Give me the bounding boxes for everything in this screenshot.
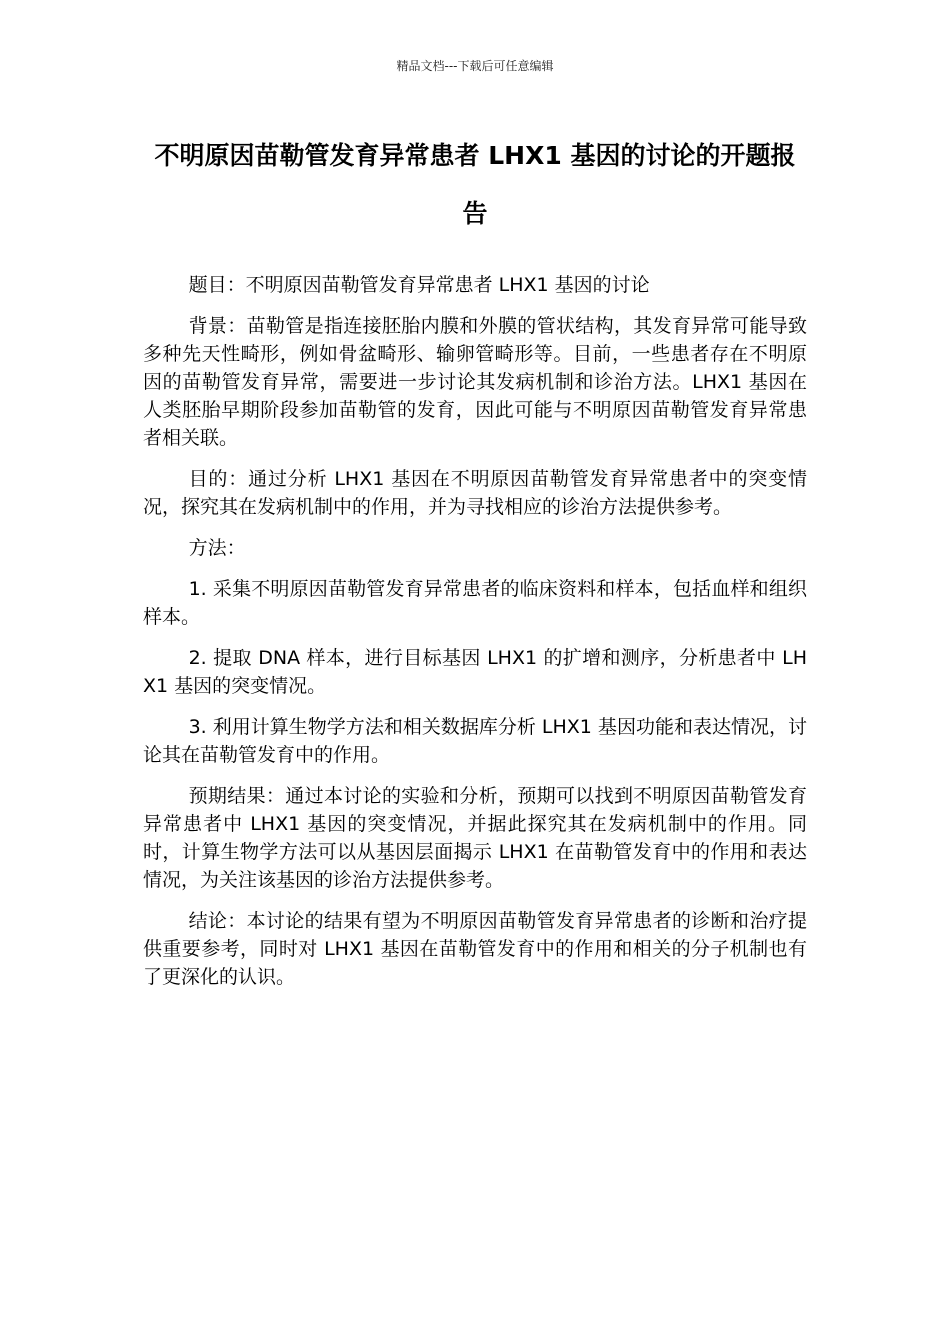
paragraph-method-2: 2. 提取 DNA 样本，进行目标基因 LHX1 的扩增和测序，分析患者中 LHX1 基因的突变情况。 [143,647,807,697]
paragraph-methods-heading: 方法： [188,537,246,559]
page-header-note: 精品文档---下载后可任意编辑 [396,59,554,73]
paragraph-background: 背景：苗勒管是指连接胚胎内膜和外膜的管状结构，其发育异常可能导致多种先天性畸形，例如骨盆畸形、输卵管畸形等。目前，一些患者存在不明原因的苗勒管发育异常，需要进一步讨论其发病机制和诊治方法。LHX1 基因在人类胚胎早期阶段参加苗勒管的发育，因此可能与不明原因苗勒管发育异常患者相关联。 [143,315,807,449]
document-body [143,271,807,1004]
paragraph-topic: 题目：不明原因苗勒管发育异常患者 LHX1 基因的讨论 [188,274,650,296]
paragraph-method-1: 1. 采集不明原因苗勒管发育异常患者的临床资料和样本，包括血样和组织样本。 [143,578,807,628]
document-title: 不明原因苗勒管发育异常患者 LHX1 基因的讨论的开题报告 [154,141,796,228]
paragraph-purpose: 目的：通过分析 LHX1 基因在不明原因苗勒管发育异常患者中的突变情况，探究其在发病机制中的作用，并为寻找相应的诊治方法提供参考。 [143,468,807,518]
paragraph-method-3: 3. 利用计算生物学方法和相关数据库分析 LHX1 基因功能和表达情况，讨论其在苗勒管发育中的作用。 [143,716,807,766]
paragraph-expected-results: 预期结果：通过本讨论的实验和分析，预期可以找到不明原因苗勒管发育异常患者中 LHX1 基因的突变情况，并据此探究其在发病机制中的作用。同时，计算生物学方法可以从基因层面揭示 LHX1 在苗勒管发育中的作用和表达情况，为关注该基因的诊治方法提供参考。 [143,785,807,891]
paragraph-conclusion: 结论：本讨论的结果有望为不明原因苗勒管发育异常患者的诊断和治疗提供重要参考，同时对 LHX1 基因在苗勒管发育中的作用和相关的分子机制也有了更深化的认识。 [143,910,807,988]
